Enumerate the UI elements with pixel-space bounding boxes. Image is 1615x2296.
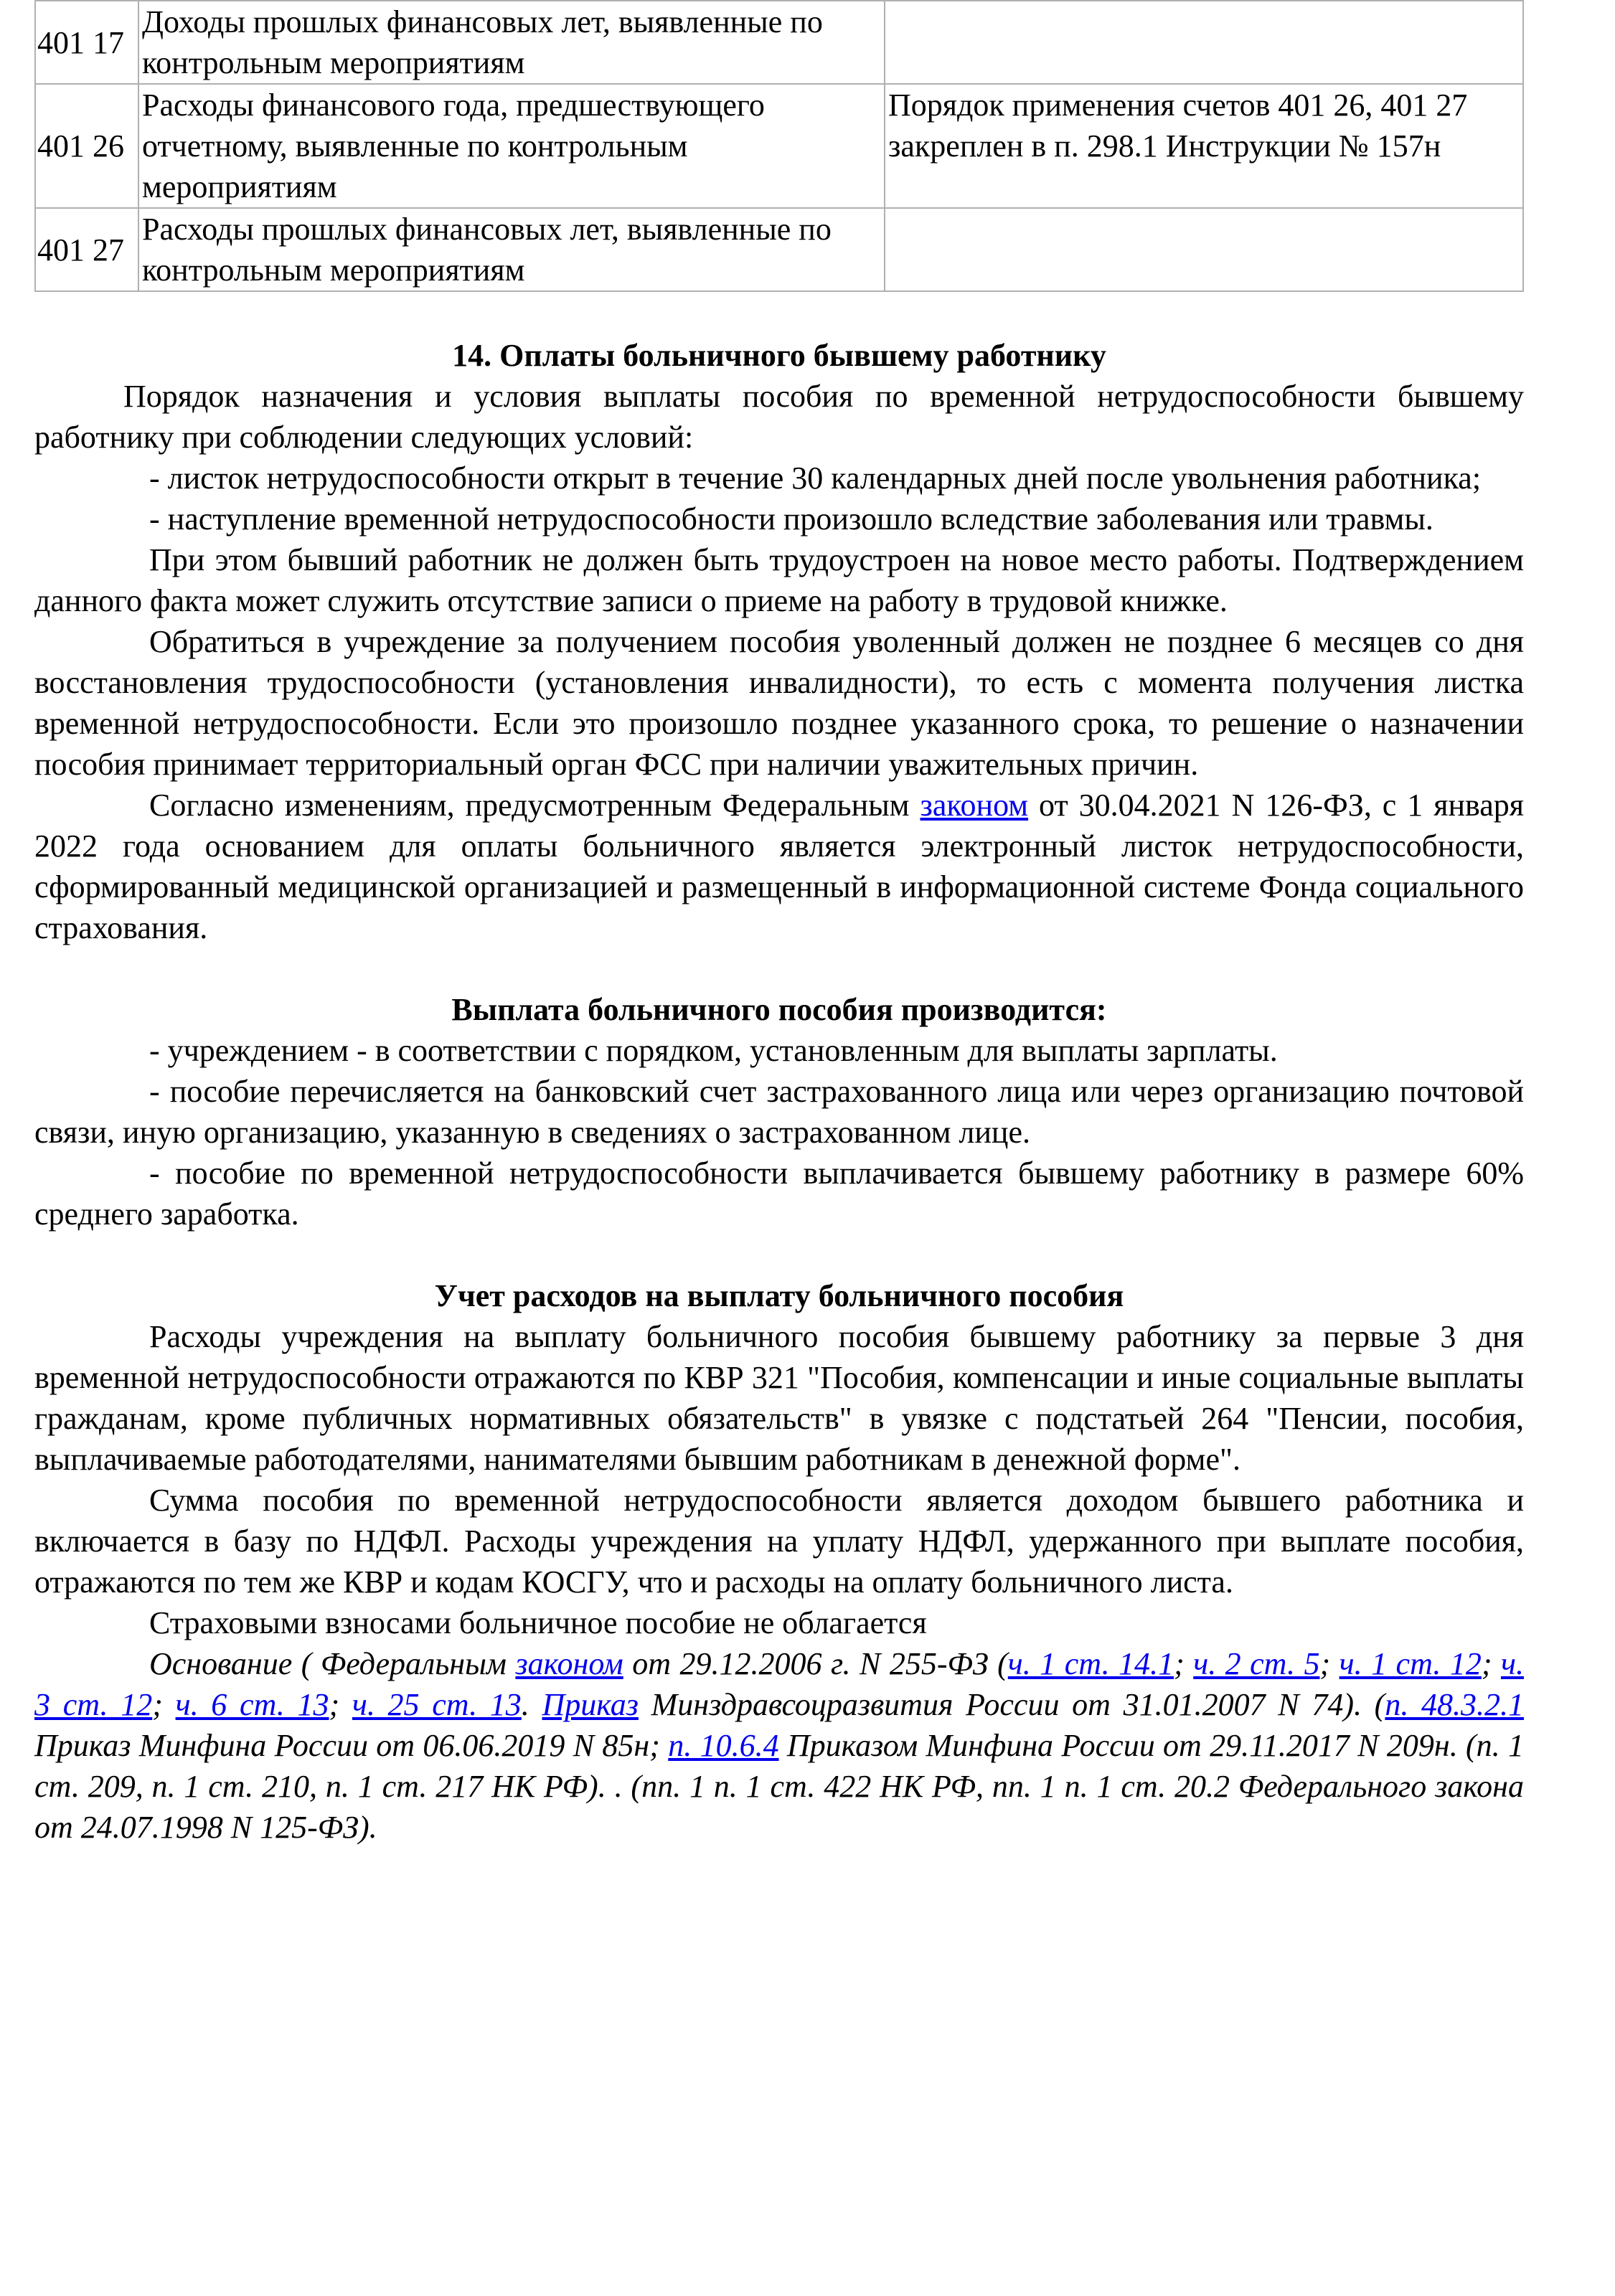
table-row (35, 1, 1523, 84)
text-span: Приказ Минфина России от 06.06.2019 N 85н; (34, 1728, 669, 1763)
account-note (885, 208, 1523, 291)
account-note (885, 1, 1523, 84)
account-code: 401 17 (35, 1, 138, 84)
article-link[interactable]: ч. 6 ст. 13 (175, 1687, 329, 1722)
list-item: - учреждением - в соответствии с порядком, установленным для выплаты зарплаты. (149, 1033, 1278, 1068)
article-link[interactable]: ч. 1 ст. 14.1 (1007, 1646, 1174, 1681)
paragraph (34, 785, 1524, 948)
text-span: ; (1319, 1646, 1339, 1681)
text-span: ; (152, 1687, 176, 1722)
text-span: ; (1174, 1646, 1194, 1681)
text-span: Основание ( Федеральным (149, 1646, 516, 1681)
text-span: ; (1481, 1646, 1502, 1681)
text-span: Согласно изменениям, предусмотренным Федеральным (149, 788, 920, 823)
account-name: Расходы прошлых финансовых лет, выявленные по контрольным мероприятиям (138, 208, 885, 291)
paragraph: Сумма пособия по временной нетрудоспособности является доходом бывшего работника и включается в базу по НДФЛ. Расходы учреждения на уплату НДФЛ, удержанного при выплате пособия, отражаются по тем же КВР и кодам КОСГУ, что и расходы на оплату больничного листа. (34, 1483, 1524, 1600)
text-span: от 30.04.2021 N 126-ФЗ, с 1 января 2022 года основанием для оплаты больничного является электронный листок нетрудоспособности, сформированный медицинской организацией и размещенный в информационной системе Фонда социального страхования. (34, 788, 1524, 945)
article-link[interactable]: ч. 25 ст. 13 (352, 1687, 522, 1722)
law-link[interactable]: законом (920, 788, 1029, 823)
accounts-table (34, 0, 1524, 292)
order-link[interactable]: Приказ (542, 1687, 639, 1722)
section-title: 14. Оплаты больничного бывшему работнику (452, 338, 1106, 373)
paragraph: При этом бывший работник не должен быть трудоустроен на новое место работы. Подтверждением данного факта может служить отсутствие записи о приеме на работу в трудовой книжке. (34, 542, 1524, 618)
account-name: Доходы прошлых финансовых лет, выявленные по контрольным мероприятиям (138, 1, 885, 84)
law-link[interactable]: законом (515, 1646, 623, 1681)
list-item: - наступление временной нетрудоспособности произошло вследствие заболевания или травмы. (149, 501, 1433, 537)
paragraph: Страховыми взносами больничное пособие не облагается (149, 1605, 927, 1640)
account-name: Расходы финансового года, предшествующего отчетному, выявленные по контрольным мероприятиям (138, 84, 885, 208)
article-link[interactable]: ч. 2 ст. 5 (1193, 1646, 1320, 1681)
text-span: Минздравсоцразвития России от 31.01.2007 N 74). ( (638, 1687, 1385, 1722)
basis-paragraph (34, 1643, 1524, 1848)
table-row (35, 208, 1523, 291)
clause-link[interactable]: п. 10.6.4 (668, 1728, 779, 1763)
paragraph: Порядок назначения и условия выплаты пособия по временной нетрудоспособности бывшему работнику при соблюдении следующих условий: (34, 379, 1524, 455)
section-title: Выплата больничного пособия производится: (451, 992, 1107, 1027)
list-item: - листок нетрудоспособности открыт в течение 30 календарных дней после увольнения работника; (149, 460, 1482, 496)
list-item: - пособие по временной нетрудоспособности выплачивается бывшему работнику в размере 60% среднего заработка. (34, 1156, 1524, 1232)
document-page (34, 0, 1524, 1848)
paragraph: Обратиться в учреждение за получением пособия уволенный должен не позднее 6 месяцев со дня восстановления трудоспособности (установления инвалидности), то есть с момента получения листка временной нетрудоспособности. Если это произошло позднее указанного срока, то решение о назначении пособия принимает территориальный орган ФСС при наличии уважительных причин. (34, 624, 1524, 782)
section-title: Учет расходов на выплату больничного пособия (434, 1278, 1124, 1313)
paragraph: Расходы учреждения на выплату больничного пособия бывшему работнику за первые 3 дня временной нетрудоспособности отражаются по КВР 321 "Пособия, компенсации и иные социальные выплаты гражданам, кроме публичных нормативных обязательств" в увязке с подстатьей 264 "Пенсии, пособия, выплачиваемые работодателями, нанимателями бывшим работникам в денежной форме". (34, 1319, 1524, 1477)
article-link[interactable]: ч. 3 ст. 12 (34, 1646, 1525, 1722)
text-span: . (521, 1687, 542, 1722)
text-span: Приказом Минфина России от 29.11.2017 N 209н. (п. 1 ст. 209, п. 1 ст. 210, п. 1 ст. 217 НК РФ). . (пп. 1 п. 1 ст. 422 НК РФ, пп. 1 п. 1 ст. 20.2 Федерального закона от 24.07.1998 N 125-ФЗ). (34, 1728, 1524, 1845)
article-link[interactable]: ч. 1 ст. 12 (1339, 1646, 1482, 1681)
text-span: ; (329, 1687, 352, 1722)
list-item: - пособие перечисляется на банковский счет застрахованного лица или через организацию почтовой связи, иную организацию, указанную в сведениях о застрахованном лице. (34, 1074, 1524, 1150)
account-note: Порядок применения счетов 401 26, 401 27 закреплен в п. 298.1 Инструкции № 157н (885, 84, 1523, 208)
clause-link[interactable]: п. 48.3.2.1 (1385, 1687, 1525, 1722)
account-code: 401 27 (35, 208, 138, 291)
table-row (35, 84, 1523, 208)
text-span: от 29.12.2006 г. N 255-ФЗ ( (623, 1646, 1008, 1681)
account-code: 401 26 (35, 84, 138, 208)
